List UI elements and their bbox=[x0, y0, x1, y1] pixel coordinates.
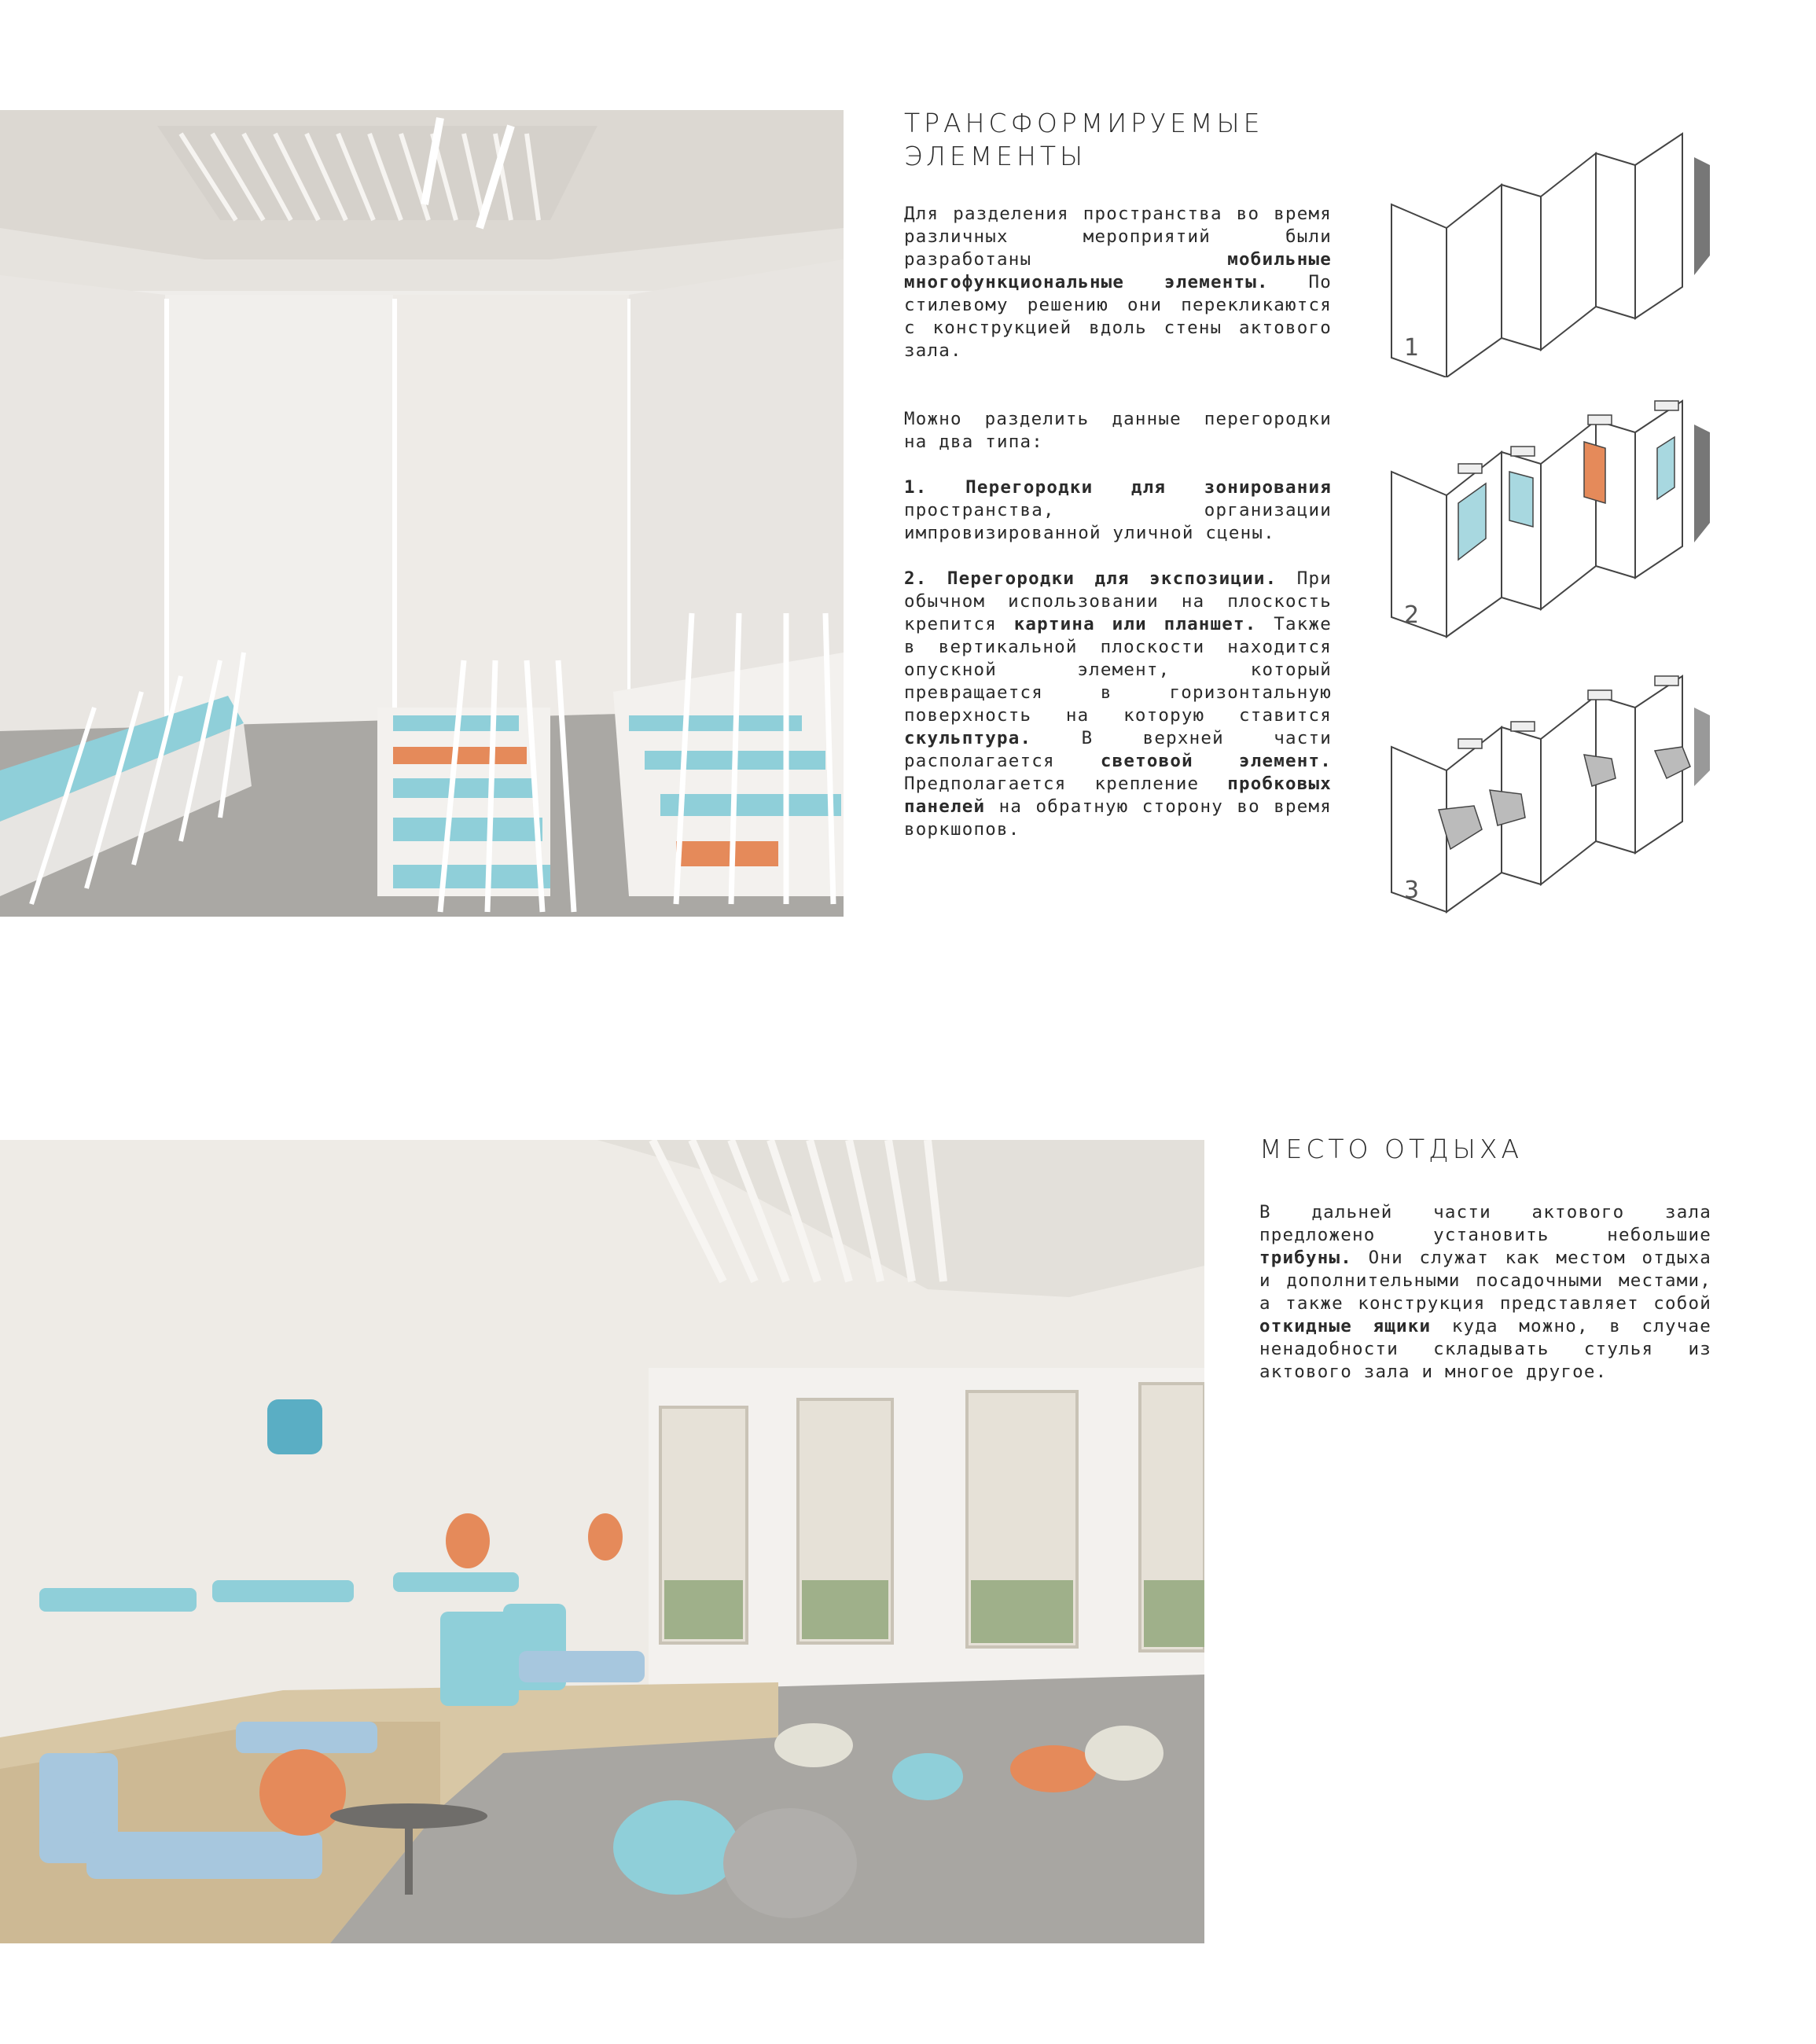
diagram-2 bbox=[1384, 385, 1722, 645]
bold-text: откидные ящики bbox=[1259, 1316, 1432, 1336]
diagram-1 bbox=[1384, 118, 1722, 377]
bold-text: 2. Перегородки для экспозиции. bbox=[904, 568, 1277, 589]
paragraph-types bbox=[904, 408, 1332, 454]
folding-partition-shelves-icon bbox=[1384, 660, 1722, 920]
text-run: В дальней части актового зала предложено установить небольшие bbox=[1259, 1202, 1711, 1245]
text-run: Предполагается крепление bbox=[904, 774, 1228, 794]
section-title-rest-area bbox=[1259, 1133, 1523, 1166]
bold-text: 1. Перегородки для зонирования bbox=[904, 477, 1332, 498]
paragraph-type-2 bbox=[904, 568, 1332, 841]
text-run: пространства, организации импровизированной уличной сцены. bbox=[904, 500, 1332, 543]
rest-area-render bbox=[0, 1140, 1204, 1943]
paragraph-intro bbox=[904, 203, 1332, 362]
text-run: По стилевому решению они перекликаются с конструкцией вдоль стены актового зала. bbox=[904, 272, 1332, 361]
bold-text: трибуны. bbox=[1259, 1248, 1352, 1268]
paragraph-rest-area bbox=[1259, 1201, 1711, 1384]
bold-text: пробковых панелей bbox=[904, 774, 1332, 817]
text-run: Они служат как местом отдыха и дополнительными посадочными местами, а также конструкция представляет собой bbox=[1259, 1248, 1711, 1314]
diagram-3 bbox=[1384, 660, 1722, 920]
text-run: Можно разделить данные перегородки на два типа: bbox=[904, 409, 1332, 452]
bold-text: световой элемент. bbox=[1100, 751, 1333, 771]
section-title-transformable bbox=[904, 107, 1263, 173]
title-line-2: ЭЛЕМЕНТЫ bbox=[904, 141, 1087, 171]
folding-partition-plain-icon bbox=[1384, 118, 1722, 377]
bold-text: картина или планшет. bbox=[1013, 614, 1257, 634]
title-line-1: ТРАНСФОРМИРУЕМЫЕ bbox=[904, 108, 1264, 138]
paragraph-type-1 bbox=[904, 476, 1332, 545]
hall-render-chairs bbox=[0, 110, 844, 917]
diagram-number-3: 3 bbox=[1404, 877, 1420, 904]
text-run: куда можно, в случае ненадобности складывать стулья из актового зала и многое другое. bbox=[1259, 1316, 1712, 1382]
text-run: Для разделения пространства во время различных мероприятий были разработаны bbox=[904, 204, 1332, 270]
bold-text: мобильные многофункциональные элементы. bbox=[904, 249, 1332, 292]
text-run: В верхней части располагается bbox=[904, 728, 1332, 771]
bold-text: скульптура. bbox=[904, 728, 1032, 748]
folding-partition-panels-icon bbox=[1384, 385, 1722, 645]
text-run: на обратную сторону во время воркшопов. bbox=[904, 796, 1332, 840]
section1-text bbox=[904, 203, 1332, 841]
text-run: Также в вертикальной плоскости находится опускной элемент, который превращается в горизонтальную поверхность на которую ставится bbox=[904, 614, 1332, 726]
diagram-number-1: 1 bbox=[1404, 334, 1420, 362]
title-rest-area: МЕСТО ОТДЫХА bbox=[1259, 1134, 1524, 1164]
diagram-number-2: 2 bbox=[1404, 601, 1420, 629]
section2-text bbox=[1259, 1201, 1711, 1384]
text-run: При обычном использовании на плоскость крепится bbox=[904, 568, 1332, 634]
